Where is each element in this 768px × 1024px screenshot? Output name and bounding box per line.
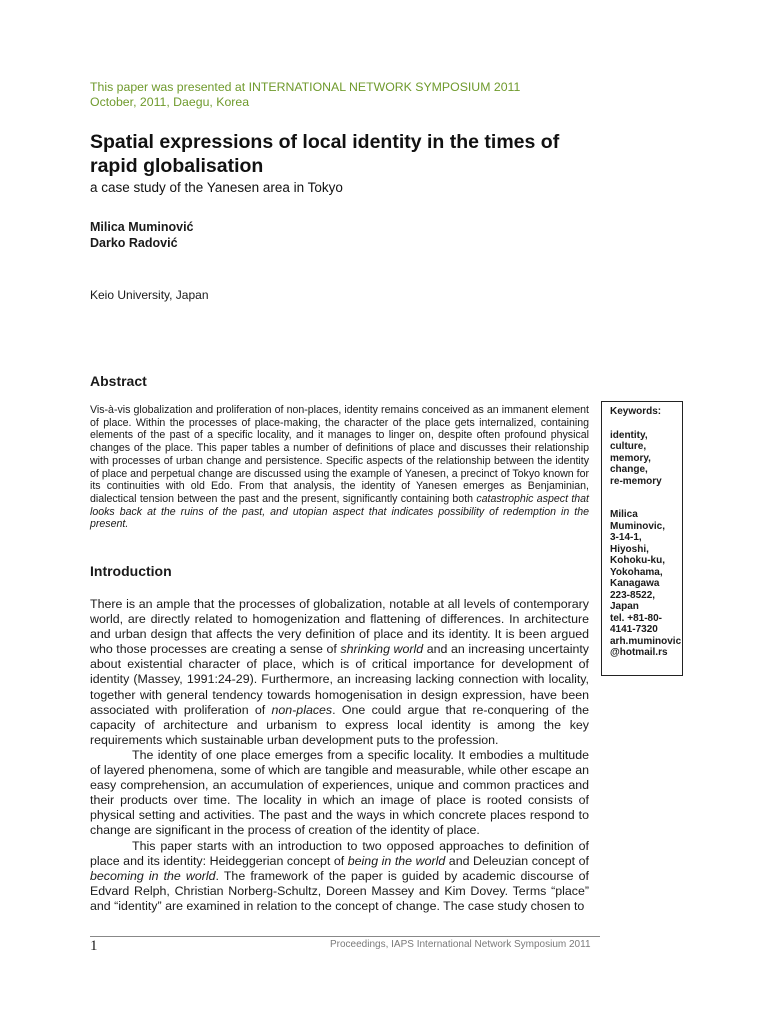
text-run: and Deleuzian concept of (445, 853, 590, 868)
contact-line: Muminovic, (610, 520, 666, 532)
contact-line: 3-14-1, (610, 532, 642, 543)
text-run: and an increasing uncertainty about existential character of place, which is of critical importance for development of identity (Massey, 1991:24-29). Furthermore, an increasing lacking connection with locality, together with general tendency towards homogenisation in design expression, have been associated with proliferation of (90, 642, 589, 717)
keywords-label: Keywords: (610, 406, 662, 417)
italic-term: becoming in the world (90, 868, 216, 883)
paper-subtitle: a case study of the Yanesen area in Tokyo (90, 180, 343, 195)
abstract-text-main: Vis-à-vis globalization and proliferation of non-places, identity remains conceived as an immanent element of place. Within the processes of place-making, the character of the place gets internalized, containing elements of the past of a specific locality, and it manages to linger on, despite often profound physical changes of the place. This paper tables a number of definitions of place and discusses their relationship with processes of urban change and persistence. Specific aspects of the relationship between the identity of place and perpetual change are discussed using the example of Yanesen, a precinct of Tokyo known for its continuities with old Edo. From that analysis, the identity of Yanesen emerges as Benjaminian, dialectical tension between the past and the present, significantly containing both (90, 404, 589, 505)
contact-line: tel. +81-80- (610, 612, 662, 624)
affiliation: Keio University, Japan (90, 288, 209, 302)
contact-line: Kohoku-ku, (610, 555, 665, 566)
abstract-text (90, 404, 589, 531)
keyword: re-memory (610, 475, 662, 487)
keyword: change, (610, 464, 648, 475)
text-run: This paper starts with an introduction to two opposed approaches to definition of place and its identity: Heideggerian concept of (90, 838, 589, 868)
keyword: identity, (610, 429, 648, 441)
paragraph (90, 839, 589, 914)
footer-divider (90, 936, 600, 937)
abstract-text-italic: catastrophic aspect that looks back at the ruins of the past, and utopian aspect that indicates possibility of redemption in the present. (90, 492, 589, 531)
keywords-sidebar (601, 401, 683, 676)
paper-title (90, 130, 650, 178)
paragraph (90, 597, 589, 748)
keyword: culture, (610, 441, 647, 452)
page-number: 1 (90, 938, 98, 954)
keyword: memory, (610, 452, 651, 464)
contact-line: Yokohama, (610, 566, 663, 578)
contact-line: 223-8522, (610, 589, 656, 601)
contact-line: arh.muminovic (610, 635, 682, 647)
conference-note-line2: October, 2011, Daegu, Korea (90, 95, 250, 109)
conference-note (90, 80, 610, 110)
paper-title-line1: Spatial expressions of local identity in the times of (90, 131, 560, 153)
contact-line: Japan (610, 601, 639, 612)
text-run: There is an ample that the processes of globalization, notable at all levels of contemporary world, are directly related to homogenization and flattening of differences. In architecture and urban design that affects the very definition of place and its identity. It is been argued who those processes are creating a sense of (90, 597, 589, 657)
introduction-text (90, 597, 589, 914)
footer-text: Proceedings, IAPS International Network Symposium 2011 (330, 939, 591, 950)
conference-note-line1: This paper was presented at INTERNATIONAL NETWORK SYMPOSIUM 2011 (90, 80, 521, 94)
contact-line: Kanagawa (610, 578, 660, 589)
italic-term: shrinking world (340, 642, 424, 657)
text-run: . One could argue that re-conquering of the capacity of architecture and urbanism to express local identity is among the key requirements which sustainable urban development puts to the profession. (90, 702, 589, 747)
contact-line: Hiyoshi, (610, 543, 649, 555)
paragraph: The identity of one place emerges from a specific locality. It embodies a multitude of layered phenomena, some of which are tangible and measurable, while other escape an easy comprehension, an accumulation of experiences, unique and common practices and their products over time. The locality in which an image of place is rooted consists of physical setting and activities. The past and the ways in which concrete places respond to change are significant in the process of creation of the identity of place. (90, 747, 589, 838)
author-list (90, 219, 194, 251)
text-run: . The framework of the paper is guided by academic discourse of Edvard Relph, Christian Norberg-Schultz, Doreen Massey and Kim Dovey. Terms “place” and “identity” are examined in relation to the concept of change. The case study chosen to (90, 868, 590, 913)
introduction-heading: Introduction (90, 563, 172, 579)
italic-term: non-places (271, 702, 333, 717)
contact-line: 4141-7320 (610, 624, 658, 635)
author-name: Darko Radović (90, 236, 178, 250)
paper-title-line2: rapid globalisation (90, 155, 264, 177)
italic-term: being in the world (347, 853, 446, 868)
author-name: Milica Muminović (90, 220, 194, 234)
contact-line: @hotmail.rs (610, 647, 668, 658)
contact-line: Milica (610, 509, 638, 520)
abstract-heading: Abstract (90, 373, 147, 389)
